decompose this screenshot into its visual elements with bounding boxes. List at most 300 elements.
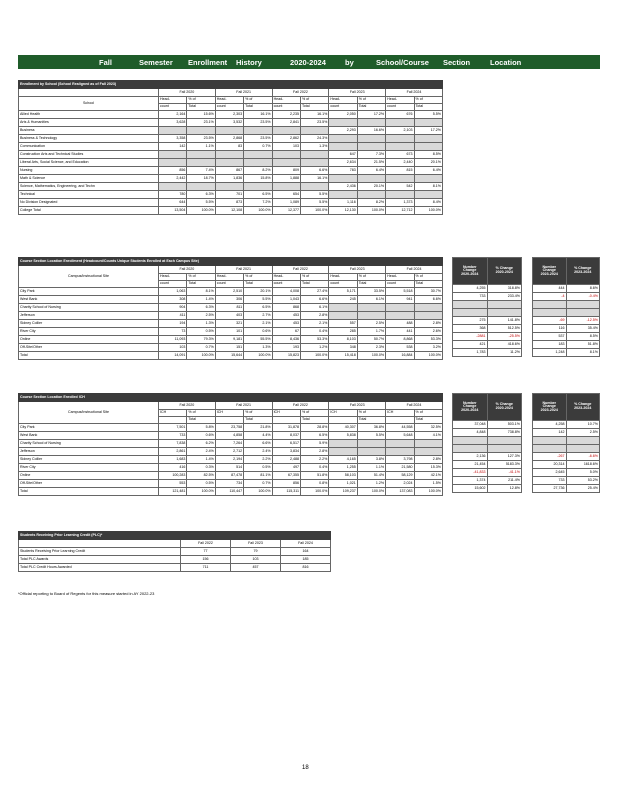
site-name: Off-Site/Other xyxy=(19,480,159,488)
column-header: count xyxy=(159,281,187,288)
cell-value xyxy=(300,159,328,167)
cell-value: 1,683 xyxy=(159,456,187,464)
site-name: City Park xyxy=(19,288,159,296)
column-header: Total xyxy=(414,281,442,288)
table-row xyxy=(19,352,443,360)
cell-value xyxy=(329,175,357,183)
banner-word: Semester xyxy=(139,57,173,67)
change-percent: 10.7% xyxy=(566,421,600,429)
column-header: count xyxy=(386,281,414,288)
cell-value: 4,165 xyxy=(329,456,357,464)
change-value xyxy=(533,437,567,445)
cell-value: 5.5% xyxy=(357,432,385,440)
school-name: Business xyxy=(19,127,159,135)
cell-value: 2,862 xyxy=(272,135,300,143)
table-title-row xyxy=(19,81,443,89)
cell-value: 711 xyxy=(181,564,231,572)
cell-value: 110,447 xyxy=(215,488,243,496)
cell-value: 21.5% xyxy=(357,159,385,167)
column-header: % of xyxy=(357,410,385,417)
change-percent xyxy=(487,301,522,309)
change-number-header xyxy=(533,258,567,285)
change-percent xyxy=(487,445,522,453)
cell-value: 103 xyxy=(272,143,300,151)
cell-value: 100.0% xyxy=(414,488,442,496)
cell-value: 16.6% xyxy=(357,127,385,135)
change-percent-header xyxy=(566,394,600,421)
cell-value: 8.2% xyxy=(244,167,272,175)
cell-value: 23,758 xyxy=(215,424,243,432)
cell-value: 701 xyxy=(215,191,243,199)
column-header: ICH xyxy=(329,410,357,417)
year-header: Fall 2023 xyxy=(329,89,386,97)
change-value: 27,736 xyxy=(533,485,567,493)
year-header: Fall 2023 xyxy=(329,402,386,410)
site-name: River City xyxy=(19,328,159,336)
cell-value: 23.5% xyxy=(187,135,215,143)
cell-value: 403 xyxy=(215,312,243,320)
site-name: Sidney Collier xyxy=(19,456,159,464)
column-header: ICH xyxy=(215,410,243,417)
cell-value: 53.3% xyxy=(414,336,442,344)
cell-value: 0.3% xyxy=(187,464,215,472)
site-name: River City xyxy=(19,464,159,472)
column-header: % of xyxy=(244,274,272,281)
cell-value xyxy=(357,143,385,151)
change-row xyxy=(453,349,522,357)
year-row xyxy=(19,89,443,97)
cell-value: 5.5% xyxy=(300,199,328,207)
cell-value: 2,440 xyxy=(386,159,414,167)
cell-value: 14,091 xyxy=(159,352,187,360)
cell-value: 13,504 xyxy=(159,207,187,215)
cell-value: 904 xyxy=(159,304,187,312)
prior-learning-credit-table xyxy=(18,531,331,572)
cell-value: 2,103 xyxy=(386,127,414,135)
cell-value: 18.7% xyxy=(187,175,215,183)
cell-value: 676 xyxy=(386,111,414,119)
cell-value: 1.3% xyxy=(244,344,272,352)
cell-value: 100.0% xyxy=(187,207,215,215)
blank-cell xyxy=(19,89,159,97)
header-line: Number xyxy=(462,400,477,405)
cell-value: 2,868 xyxy=(215,135,243,143)
cell-value: 8,868 xyxy=(386,336,414,344)
change-percent: 8.6% xyxy=(566,285,600,293)
column-header: % of xyxy=(187,97,215,104)
change-value xyxy=(453,445,488,453)
column-header: % of xyxy=(357,97,385,104)
change-row xyxy=(453,301,522,309)
footnote: *Official reporting to Board of Regents for this measure started in AY 2022-23 xyxy=(18,591,155,596)
cell-value xyxy=(386,304,414,312)
cell-value: 0.5% xyxy=(187,480,215,488)
cell-value: 7,501 xyxy=(159,424,187,432)
cell-value: 1.4% xyxy=(187,296,215,304)
change-percent: -0.4% xyxy=(566,293,600,301)
site-name: Charity School of Nursing xyxy=(19,304,159,312)
banner-word: Section xyxy=(443,57,471,67)
site-name: Total xyxy=(19,488,159,496)
column-header: Head- xyxy=(215,274,243,281)
cell-value: 100.0% xyxy=(300,207,328,215)
column-header: Total xyxy=(414,104,442,111)
table-title-row xyxy=(19,394,443,402)
header-line: Change xyxy=(542,268,556,273)
cell-value: 245 xyxy=(329,296,357,304)
cell-value: 1,043 xyxy=(272,296,300,304)
column-header xyxy=(215,417,243,424)
cell-value: 0.7% xyxy=(244,480,272,488)
change-percent: 11.2% xyxy=(487,349,522,357)
cell-value: 40,307 xyxy=(329,424,357,432)
column-header xyxy=(329,417,357,424)
site-name: Online xyxy=(19,472,159,480)
cell-value: 6.5% xyxy=(300,432,328,440)
cell-value: 2,303 xyxy=(215,111,243,119)
column-header: ICH xyxy=(159,410,187,417)
year-header: Fall 2021 xyxy=(215,89,272,97)
cell-value: 2,293 xyxy=(329,127,357,135)
change-value: 4,258 xyxy=(533,421,567,429)
cell-value: 308 xyxy=(159,296,187,304)
cell-value: 33.5% xyxy=(357,288,385,296)
column-header: count xyxy=(215,104,243,111)
table-row xyxy=(19,336,443,344)
cell-value xyxy=(414,312,442,320)
table-row xyxy=(19,199,443,207)
cell-value: 23.5% xyxy=(300,119,328,127)
cell-value: 100.0% xyxy=(300,352,328,360)
column-header: Head- xyxy=(386,97,414,104)
cell-value: 856 xyxy=(272,480,300,488)
change-row xyxy=(533,309,600,317)
column-header: Total xyxy=(414,417,442,424)
change-percent: -6.6% xyxy=(566,453,600,461)
change-row xyxy=(533,333,600,341)
header-line: 2023-2024 xyxy=(574,270,592,274)
school-name: Liberal Arts, Social Science, and Education xyxy=(19,159,159,167)
table-row xyxy=(19,548,331,556)
row-label: Total PLC Credit Hours Awarded xyxy=(19,564,181,572)
cell-value: 73 xyxy=(159,328,187,336)
cell-value xyxy=(329,448,357,456)
table-row xyxy=(19,328,443,336)
cell-value: 5.5% xyxy=(300,191,328,199)
change-value: 116 xyxy=(533,325,567,333)
table-row xyxy=(19,556,331,564)
cell-value xyxy=(414,191,442,199)
column-header: count xyxy=(159,104,187,111)
cell-value: 17.2% xyxy=(414,127,442,135)
cell-value xyxy=(329,440,357,448)
table-row xyxy=(19,207,443,215)
change-percent: 8.1% xyxy=(566,349,600,357)
cell-value: 121,481 xyxy=(159,488,187,496)
table-row xyxy=(19,424,443,432)
cell-value: 5,838 xyxy=(329,432,357,440)
cell-value xyxy=(329,191,357,199)
cell-value: 2.8% xyxy=(414,456,442,464)
cell-value: 2.4% xyxy=(244,448,272,456)
cell-value: 36.8% xyxy=(357,424,385,432)
year-header: Fall 2023 xyxy=(231,540,281,548)
column-header: % of xyxy=(244,97,272,104)
table-title-row xyxy=(19,258,443,266)
change-row xyxy=(533,317,600,325)
site-name: Sidney Collier xyxy=(19,320,159,328)
column-header: count xyxy=(272,281,300,288)
site-name: Jefferson xyxy=(19,448,159,456)
cell-value: 42.1% xyxy=(414,472,442,480)
cell-value: 137,083 xyxy=(386,488,414,496)
table-row xyxy=(19,127,443,135)
school-name: Allied Health xyxy=(19,111,159,119)
cell-value: 55.5% xyxy=(244,336,272,344)
cell-value xyxy=(300,127,328,135)
cell-value: 15.8% xyxy=(244,175,272,183)
change-percent: -25.5% xyxy=(487,333,522,341)
change-percent: 512.5% xyxy=(487,325,522,333)
cell-value: 2.8% xyxy=(300,312,328,320)
cell-value: 7.2% xyxy=(244,199,272,207)
cell-value: 101 xyxy=(215,328,243,336)
cell-value xyxy=(414,143,442,151)
site-name: City Park xyxy=(19,424,159,432)
cell-value: 0.8% xyxy=(300,480,328,488)
cell-value: 1,888 xyxy=(272,175,300,183)
change-percent xyxy=(566,301,600,309)
column-header: Total xyxy=(357,417,385,424)
cell-value xyxy=(244,127,272,135)
cell-value: 1.2% xyxy=(357,480,385,488)
year-header: Fall 2024 xyxy=(386,89,443,97)
cell-value: 6.4% xyxy=(357,167,385,175)
cell-value: 83 xyxy=(215,143,243,151)
table-row xyxy=(19,143,443,151)
table-row xyxy=(19,312,443,320)
cell-value: 100.0% xyxy=(357,207,385,215)
cell-value: 2.5% xyxy=(187,312,215,320)
column-header: Head- xyxy=(159,97,187,104)
change-percent xyxy=(566,437,600,445)
campus-header: Campus/Instructional Site xyxy=(19,402,159,424)
cell-value: 1,063 xyxy=(159,288,187,296)
cell-value xyxy=(414,135,442,143)
cell-value: 673 xyxy=(386,151,414,159)
cell-value: 4,858 xyxy=(215,432,243,440)
headcount-change-2020-2024-table xyxy=(452,257,522,357)
cell-value: 0.6% xyxy=(187,432,215,440)
change-percent: 51.8% xyxy=(566,341,600,349)
cell-value xyxy=(187,127,215,135)
change-percent: 8.5% xyxy=(566,333,600,341)
cell-value xyxy=(187,183,215,191)
change-row xyxy=(533,325,600,333)
table-title: Students Receiving Prior Learning Credit (PLC)* xyxy=(19,532,331,540)
column-header: Head- xyxy=(272,97,300,104)
column-header: Head- xyxy=(386,274,414,281)
cell-value: 3,798 xyxy=(386,456,414,464)
table-row xyxy=(19,304,443,312)
change-header-row xyxy=(453,394,522,421)
column-header: % of xyxy=(187,410,215,417)
change-row xyxy=(453,469,522,477)
cell-value: 16.1% xyxy=(244,111,272,119)
cell-value xyxy=(300,183,328,191)
cell-value: 87,478 xyxy=(215,472,243,480)
column-header: Total xyxy=(300,104,328,111)
change-percent: -12.5% xyxy=(566,317,600,325)
cell-value: 67 xyxy=(272,328,300,336)
change-header-row xyxy=(453,258,522,285)
year-header: Fall 2022 xyxy=(272,89,329,97)
table-row xyxy=(19,288,443,296)
cell-value: 6.3% xyxy=(187,304,215,312)
cell-value: 2,510 xyxy=(215,288,243,296)
change-row xyxy=(453,309,522,317)
row-label: Total PLC Awards xyxy=(19,556,181,564)
cell-value xyxy=(215,127,243,135)
column-header: Total xyxy=(357,281,385,288)
cell-value: 9,181 xyxy=(215,336,243,344)
cell-value: 3,834 xyxy=(272,448,300,456)
cell-value: 453 xyxy=(272,320,300,328)
cell-value: 2,488 xyxy=(272,456,300,464)
cell-value: 867 xyxy=(215,167,243,175)
table-row xyxy=(19,456,443,464)
column-header: Head- xyxy=(329,97,357,104)
column-header: % of xyxy=(244,410,272,417)
school-name: Construction Arts and Technical Studies xyxy=(19,151,159,159)
cell-value: 193 xyxy=(272,344,300,352)
year-header: Fall 2023 xyxy=(329,266,386,274)
cell-value xyxy=(244,151,272,159)
change-row xyxy=(533,293,600,301)
cell-value: 7,838 xyxy=(159,440,187,448)
column-header: count xyxy=(386,104,414,111)
column-header: count xyxy=(272,104,300,111)
cell-value: 8,037 xyxy=(272,432,300,440)
year-header: Fall 2021 xyxy=(215,266,272,274)
change-value: 1,248 xyxy=(533,349,567,357)
change-value: 21,454 xyxy=(453,461,488,469)
change-row xyxy=(533,429,600,437)
cell-value: 7,264 xyxy=(215,440,243,448)
cell-value xyxy=(187,159,215,167)
change-percent: 1618.6% xyxy=(566,461,600,469)
header-line: 2020-2024 xyxy=(495,270,513,274)
cell-value xyxy=(215,159,243,167)
change-value: 2,645 xyxy=(533,469,567,477)
cell-value: 2.8% xyxy=(300,448,328,456)
cell-value: 58,129 xyxy=(386,472,414,480)
header-line: 2023-2024 xyxy=(540,271,558,276)
site-name: Online xyxy=(19,336,159,344)
cell-value xyxy=(357,119,385,127)
change-row xyxy=(533,485,600,493)
cell-value xyxy=(386,312,414,320)
change-row xyxy=(453,445,522,453)
change-row xyxy=(453,285,522,293)
cell-value: 411 xyxy=(159,312,187,320)
table-row xyxy=(19,480,443,488)
cell-value: 6.1% xyxy=(300,304,328,312)
cell-value: 0.5% xyxy=(244,464,272,472)
cell-value: 816 xyxy=(281,564,331,572)
change-row xyxy=(453,341,522,349)
change-value xyxy=(453,301,488,309)
header-line: 2023-2024 xyxy=(540,407,558,412)
cell-value: 2,841 xyxy=(272,119,300,127)
table-row xyxy=(19,111,443,119)
cell-value: 644 xyxy=(159,199,187,207)
cell-value xyxy=(357,440,385,448)
cell-value: 15,644 xyxy=(215,352,243,360)
change-percent: 418.6% xyxy=(487,341,522,349)
table-row xyxy=(19,175,443,183)
change-percent xyxy=(487,437,522,445)
cell-value: 3.2% xyxy=(414,344,442,352)
cell-value: 142 xyxy=(159,143,187,151)
change-header-row xyxy=(533,394,600,421)
cell-value xyxy=(272,159,300,167)
change-row xyxy=(533,453,600,461)
ich-change-2023-2024-table xyxy=(532,393,600,493)
cell-value: 100.0% xyxy=(187,488,215,496)
cell-value xyxy=(357,312,385,320)
cell-value: 2.3% xyxy=(357,344,385,352)
cell-value: 16,884 xyxy=(386,352,414,360)
table-row xyxy=(19,135,443,143)
column-header: % of xyxy=(414,274,442,281)
site-name: Off-Site/Other xyxy=(19,344,159,352)
cell-value: 2,024 xyxy=(386,480,414,488)
header-line: 2020-2024 xyxy=(495,406,513,410)
change-value: 275 xyxy=(453,317,488,325)
site-name: Charity School of Nursing xyxy=(19,440,159,448)
cell-value: 17.2% xyxy=(357,111,385,119)
cell-value: 30.7% xyxy=(414,288,442,296)
cell-value: 2,194 xyxy=(215,456,243,464)
column-header: Head- xyxy=(215,97,243,104)
change-percent: 12.8% xyxy=(487,485,522,493)
change-percent xyxy=(566,309,600,317)
cell-value: 103 xyxy=(159,344,187,352)
table-title: Enrollment by School (School Realigned as of Fall 2023) xyxy=(19,81,443,89)
cell-value: 542 xyxy=(386,183,414,191)
cell-value: 2.1% xyxy=(300,320,328,328)
cell-value xyxy=(244,159,272,167)
school-name: Arts & Humanities xyxy=(19,119,159,127)
change-row xyxy=(453,293,522,301)
cell-value: 16.1% xyxy=(300,111,328,119)
change-value: -2881 xyxy=(453,333,488,341)
cell-value: 100.0% xyxy=(244,488,272,496)
cell-value: 1.2% xyxy=(300,344,328,352)
column-header: % of xyxy=(414,410,442,417)
change-value: 4,848 xyxy=(453,429,488,437)
cell-value: 1.1% xyxy=(187,143,215,151)
year-header: Fall 2024 xyxy=(281,540,331,548)
change-value: 2,136 xyxy=(453,453,488,461)
cell-value: 44,558 xyxy=(386,424,414,432)
cell-value: 2,442 xyxy=(159,175,187,183)
cell-value: 497 xyxy=(272,464,300,472)
cell-value xyxy=(357,304,385,312)
cell-value: 4.4% xyxy=(244,432,272,440)
table-row xyxy=(19,167,443,175)
